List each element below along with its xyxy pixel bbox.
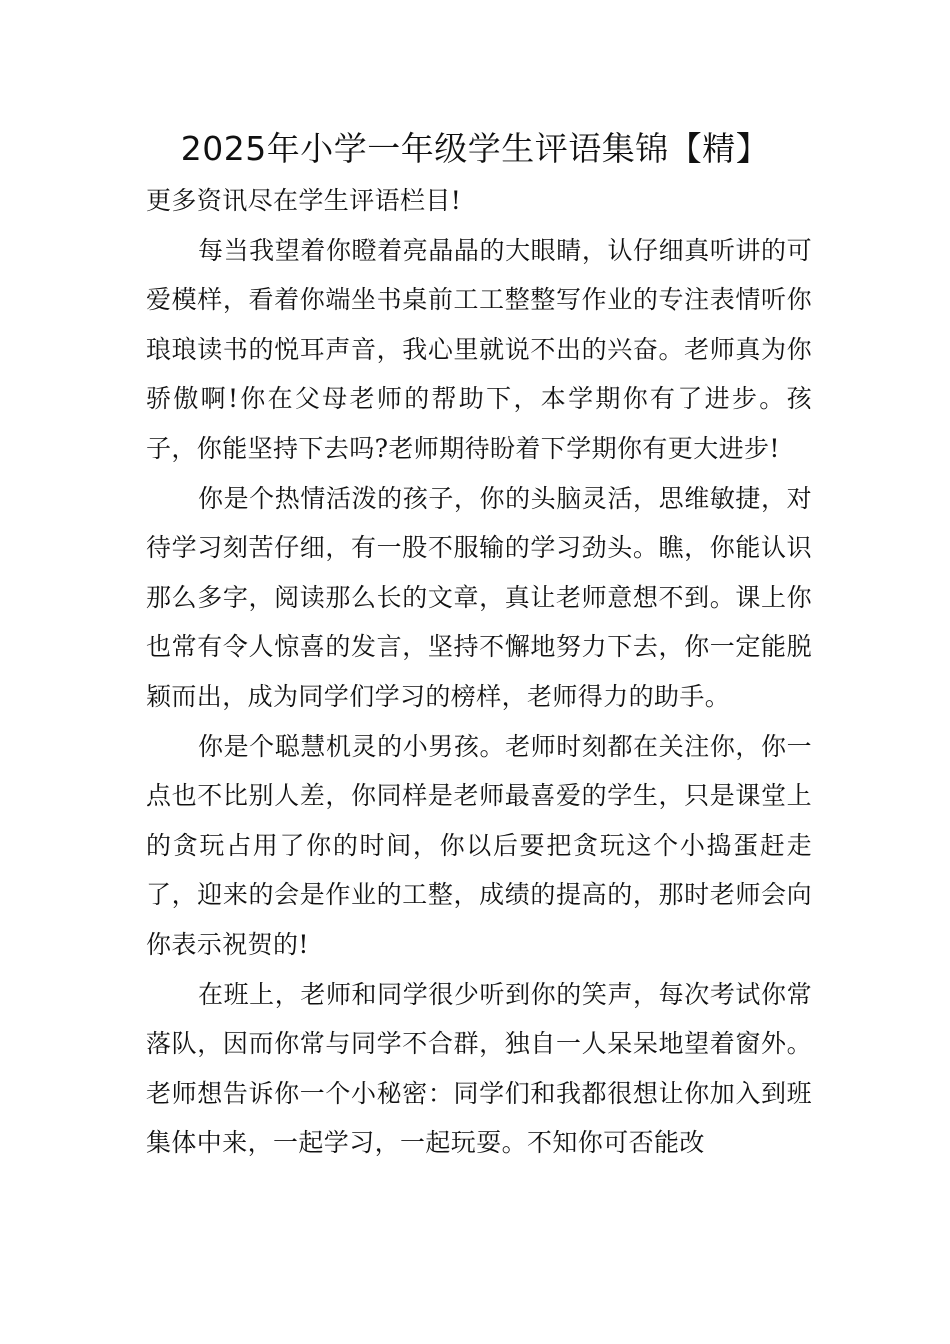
paragraph-2: 你是个热情活泼的孩子，你的头脑灵活，思维敏捷，对待学习刻苦仔细，有一股不服输的学习劲头。瞧，你能认识那么多字，阅读那么长的文章，真让老师意想不到。课上你也常有令人惊喜的发言，坚持不懈地努力下去，你一定能脱颖而出，成为同学们学习的榜样，老师得力的助手。 xyxy=(146,483,812,711)
document-title: 2025年小学一年级学生评语集锦【精】 xyxy=(180,129,770,168)
intro-line: 更多资讯尽在学生评语栏目! xyxy=(146,186,462,215)
paragraph-1: 每当我望着你瞪着亮晶晶的大眼睛，认仔细真听讲的可爱模样，看着你端坐书桌前工工整整写作业的专注表情听你琅琅读书的悦耳声音，我心里就说不出的兴奋。老师真为你骄傲啊!你在父母老师的帮助下，本学期你有了进步。孩子，你能坚持下去吗?老师期待盼着下学期你有更大进步! xyxy=(146,235,812,463)
paragraph-4: 在班上，老师和同学很少听到你的笑声，每次考试你常落队，因而你常与同学不合群，独自一人呆呆地望着窗外。老师想告诉你一个小秘密：同学们和我都很想让你加入到班集体中来，一起学习，一起玩耍。不知你可否能改 xyxy=(146,979,812,1158)
paragraph-3: 你是个聪慧机灵的小男孩。老师时刻都在关注你，你一点也不比别人差，你同样是老师最喜爱的学生，只是课堂上的贪玩占用了你的时间，你以后要把贪玩这个小捣蛋赶走了，迎来的会是作业的工整，成绩的提高的，那时老师会向你表示祝贺的! xyxy=(146,731,812,959)
document-body xyxy=(146,176,812,1168)
